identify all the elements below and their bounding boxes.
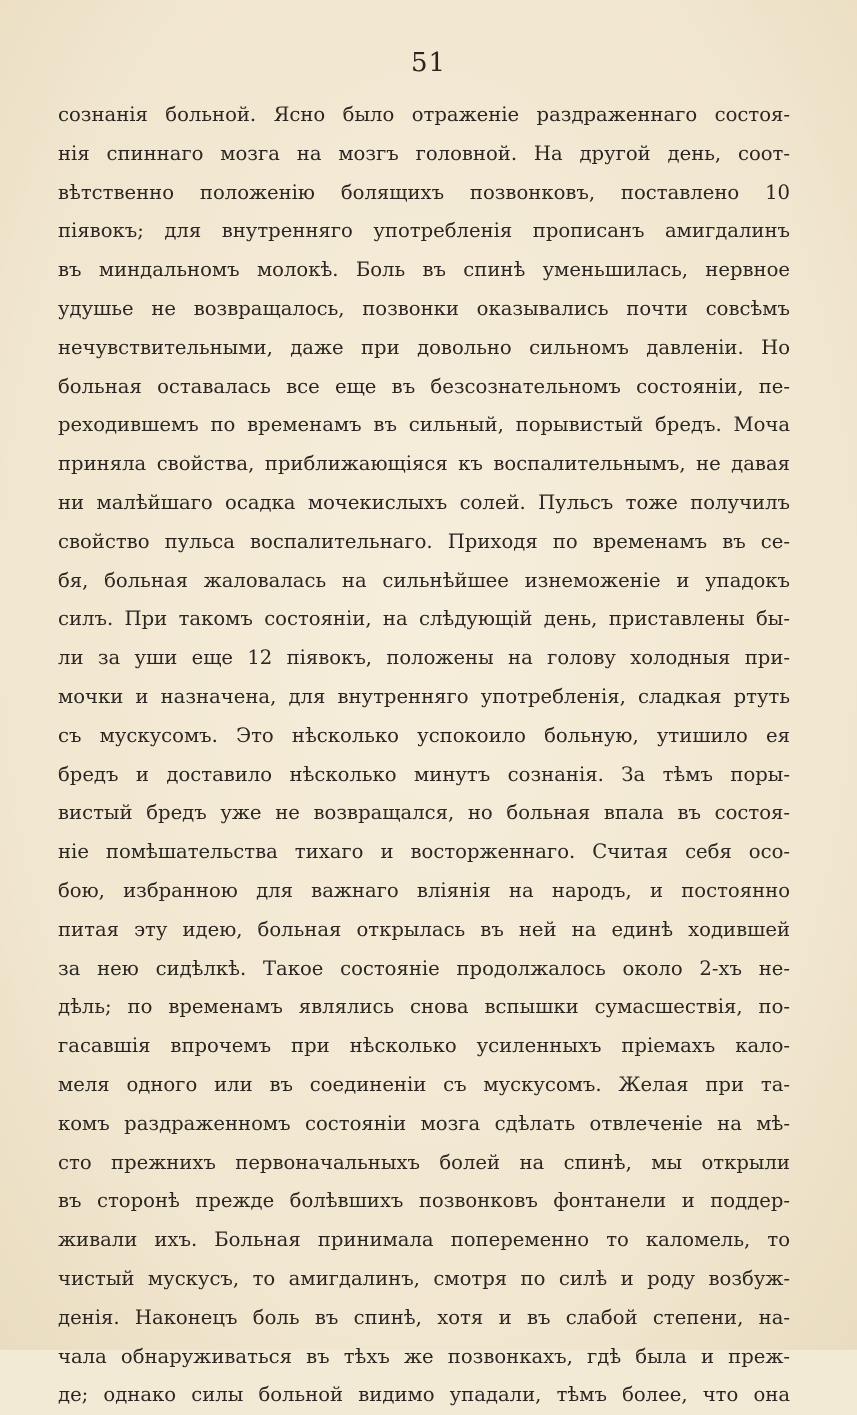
text-line: за нею сидѣлкѣ. Такое состояніе продолжалось около 2-хъ не- bbox=[58, 956, 790, 980]
text-line: чала обнаруживаться въ тѣхъ же позвонкахъ, гдѣ была и преж- bbox=[58, 1344, 790, 1368]
text-line: чистый мускусъ, то амигдалинъ, смотря по силѣ и роду возбуж- bbox=[58, 1266, 790, 1290]
text-line: ни малѣйшаго осадка мочекислыхъ солей. Пульсъ тоже получилъ bbox=[58, 490, 790, 514]
text-line: съ мускусомъ. Это нѣсколько успокоило больную, утишило ея bbox=[58, 723, 790, 747]
text-line: ли за уши еще 12 піявокъ, положены на голову холодныя при- bbox=[58, 646, 790, 670]
text-line: въ сторонѣ прежде болѣвшихъ позвонковъ фонтанели и поддер- bbox=[58, 1189, 790, 1213]
text-line: удушье не возвращалось, позвонки оказывались почти совсѣмъ bbox=[58, 296, 790, 320]
text-line: свойство пульса воспалительнаго. Приходя по временамъ въ се- bbox=[58, 529, 790, 553]
page-number: 51 bbox=[410, 48, 447, 78]
text-line: піявокъ; для внутренняго употребленія прописанъ амигдалинъ bbox=[58, 219, 790, 243]
text-line: бредъ и доставило нѣсколько минутъ сознанія. За тѣмъ поры- bbox=[58, 762, 790, 786]
text-line: денія. Наконецъ боль въ спинѣ, хотя и въ слабой степени, на- bbox=[58, 1305, 790, 1329]
text-line: де; однако силы больной видимо упадали, тѣмъ более, что она bbox=[58, 1383, 790, 1407]
text-line: сознанія больной. Ясно было отраженіе раздраженнаго состоя- bbox=[58, 103, 790, 126]
body-text bbox=[58, 96, 790, 1415]
text-line: приняла свойства, приближающіяся къ воспалительнымъ, не давая bbox=[58, 452, 790, 476]
text-line: силъ. При такомъ состояніи, на слѣдующій день, приставлены бы- bbox=[58, 607, 790, 631]
text-line: вистый бредъ уже не возвращался, но больная впала въ состоя- bbox=[58, 801, 790, 825]
text-line: бою, избранною для важнаго вліянія на народъ, и постоянно bbox=[58, 878, 790, 902]
text-line: комъ раздраженномъ состояніи мозга сдѣлать отвлеченіе на мѣ- bbox=[58, 1111, 790, 1135]
text-line: гасавшія впрочемъ при нѣсколько усиленныхъ пріемахъ кало- bbox=[58, 1034, 790, 1058]
text-line: меля одного или въ соединеніи съ мускусомъ. Желая при та- bbox=[58, 1072, 790, 1096]
text-line: больная оставалась все еще въ безсознательномъ состояніи, пе- bbox=[58, 374, 790, 398]
text-line: нія спиннаго мозга на мозгъ головной. На другой день, соот- bbox=[58, 141, 790, 165]
text-line: питая эту идею, больная открылась въ ней на единѣ ходившей bbox=[58, 917, 790, 941]
text-line: въ миндальномъ молокѣ. Боль въ спинѣ уменьшилась, нервное bbox=[58, 258, 790, 282]
text-line: сто прежнихъ первоначальныхъ болей на спинѣ, мы открыли bbox=[58, 1150, 790, 1174]
text-line: нечувствительными, даже при довольно сильномъ давленіи. Но bbox=[58, 335, 790, 359]
text-line: дѣль; по временамъ являлись снова вспышки сумасшествія, по- bbox=[58, 995, 790, 1019]
text-line: бя, больная жаловалась на сильнѣйшее изнеможеніе и упадокъ bbox=[58, 568, 790, 592]
text-line: мочки и назначена, для внутренняго употребленія, сладкая ртуть bbox=[58, 684, 790, 708]
text-line: вѣтственно положенію болящихъ позвонковъ, поставлено 10 bbox=[58, 180, 790, 204]
text-line: ніе помѣшательства тихаго и восторженнаго. Считая себя осо- bbox=[58, 840, 790, 864]
text-line: живали ихъ. Больная принимала попеременно то каломель, то bbox=[58, 1228, 790, 1252]
text-line: реходившемъ по временамъ въ сильный, порывистый бредъ. Моча bbox=[58, 413, 790, 437]
